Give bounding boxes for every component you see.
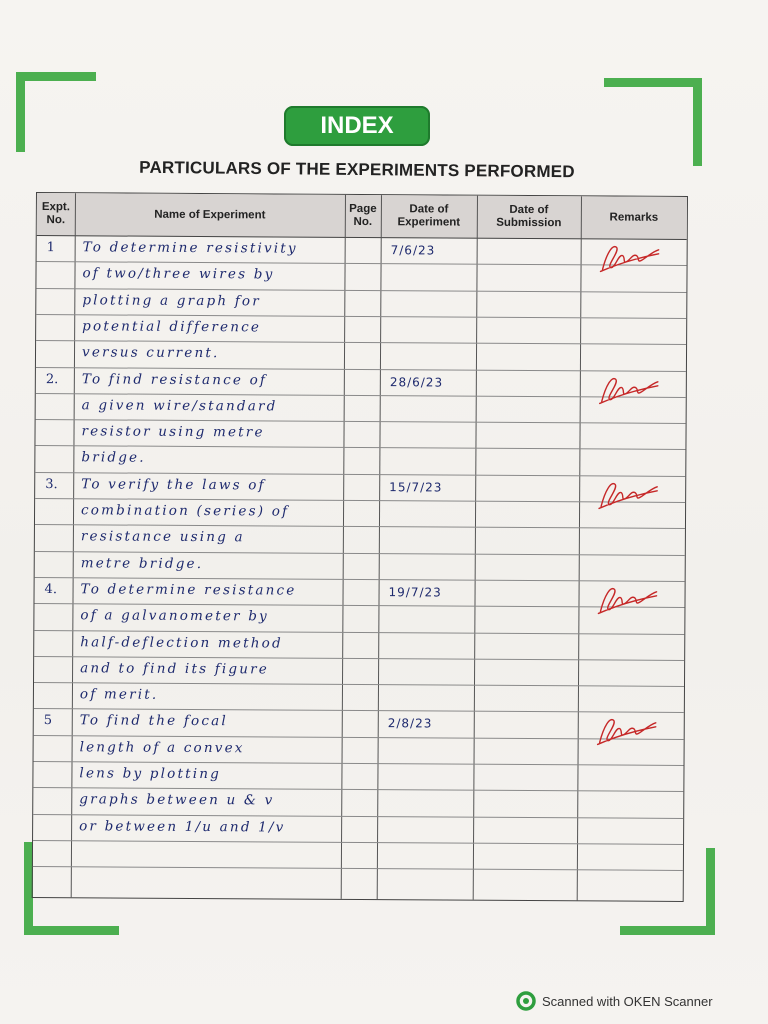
experiment-name-line: graphs between u & v bbox=[79, 791, 275, 809]
corner-bracket-bottom-right-vertical bbox=[706, 848, 715, 935]
remark-signature-icon bbox=[590, 579, 660, 619]
experiment-number: 5 bbox=[43, 713, 53, 729]
experiment-date: 2/8/23 bbox=[387, 716, 433, 731]
experiment-number: 4. bbox=[44, 581, 58, 598]
experiment-date: 7/6/23 bbox=[390, 243, 436, 258]
experiment-name-line: combination (series) of bbox=[81, 502, 290, 520]
experiment-name-line: of a galvanometer by bbox=[80, 607, 269, 625]
experiment-name-line: of merit. bbox=[79, 686, 159, 703]
experiment-name-line: length of a convex bbox=[79, 738, 245, 756]
scanner-footer bbox=[516, 990, 713, 1012]
corner-bracket-top-left bbox=[16, 72, 96, 81]
experiment-name-line: lens by plotting bbox=[79, 765, 222, 783]
col-divider bbox=[377, 195, 382, 899]
remark-signature-icon bbox=[591, 474, 661, 514]
remark-signature-icon bbox=[592, 369, 662, 409]
corner-bracket-bottom-left bbox=[24, 926, 119, 935]
col-header-name: Name of Experiment bbox=[154, 208, 266, 221]
experiments-table bbox=[32, 192, 688, 902]
experiment-name-line: a given wire/standard bbox=[81, 397, 278, 415]
col-header-date-experiment: Date of Experiment bbox=[397, 203, 461, 229]
oken-logo-icon bbox=[516, 991, 536, 1011]
experiment-number: 3. bbox=[45, 476, 58, 492]
experiment-name-line: of two/three wires by bbox=[82, 265, 275, 283]
corner-bracket-top-right bbox=[604, 78, 702, 87]
experiment-date: 15/7/23 bbox=[389, 479, 443, 495]
experiment-name-line: resistor using metre bbox=[81, 423, 265, 441]
experiment-name-line: versus current. bbox=[81, 344, 220, 362]
corner-bracket-top-right-vertical bbox=[693, 78, 702, 166]
remark-signature-icon bbox=[590, 711, 660, 751]
experiment-name-line: To determine resistance bbox=[80, 581, 297, 599]
experiment-name-line: To verify the laws of bbox=[81, 475, 266, 494]
corner-bracket-top-left-vertical bbox=[16, 72, 25, 152]
experiment-date: 28/6/23 bbox=[389, 374, 444, 389]
col-divider bbox=[341, 195, 346, 899]
col-divider bbox=[71, 193, 76, 897]
table-header bbox=[37, 193, 687, 240]
experiment-name-line: or between 1/u and 1/v bbox=[79, 817, 286, 836]
col-divider bbox=[577, 196, 582, 900]
experiment-name-line: potential difference bbox=[82, 318, 262, 336]
remark-signature-icon bbox=[592, 237, 662, 277]
ruled-line bbox=[33, 866, 683, 871]
experiment-name-line: and to find its figure bbox=[80, 660, 270, 678]
col-divider bbox=[473, 196, 478, 900]
experiment-name-line: half-deflection method bbox=[80, 633, 283, 652]
experiment-name-line: metre bridge. bbox=[80, 554, 204, 572]
col-header-page-no: Page No. bbox=[349, 202, 377, 229]
col-header-date-submission: Date of Submission bbox=[496, 203, 562, 230]
experiment-name-line: resistance using a bbox=[80, 528, 245, 546]
index-badge: INDEX bbox=[284, 106, 430, 146]
col-header-expt-no: Expt. No. bbox=[41, 201, 71, 227]
experiment-name-line: To determine resistivity bbox=[82, 239, 298, 257]
corner-bracket-bottom-right bbox=[620, 926, 715, 935]
experiment-name-line: plotting a graph for bbox=[82, 291, 261, 309]
scanner-footer-text: Scanned with OKEN Scanner bbox=[542, 993, 713, 1009]
experiment-name-line: To find resistance of bbox=[81, 370, 268, 388]
experiment-number: 1 bbox=[46, 240, 55, 256]
experiment-name-line: To find the focal bbox=[79, 712, 228, 730]
experiment-name-line: bridge. bbox=[81, 449, 146, 467]
page-heading: PARTICULARS OF THE EXPERIMENTS PERFORMED bbox=[139, 157, 575, 182]
col-header-remarks: Remarks bbox=[609, 211, 659, 224]
experiment-number: 2. bbox=[45, 371, 59, 387]
experiment-date: 19/7/23 bbox=[388, 585, 442, 600]
ruled-line bbox=[33, 840, 683, 845]
